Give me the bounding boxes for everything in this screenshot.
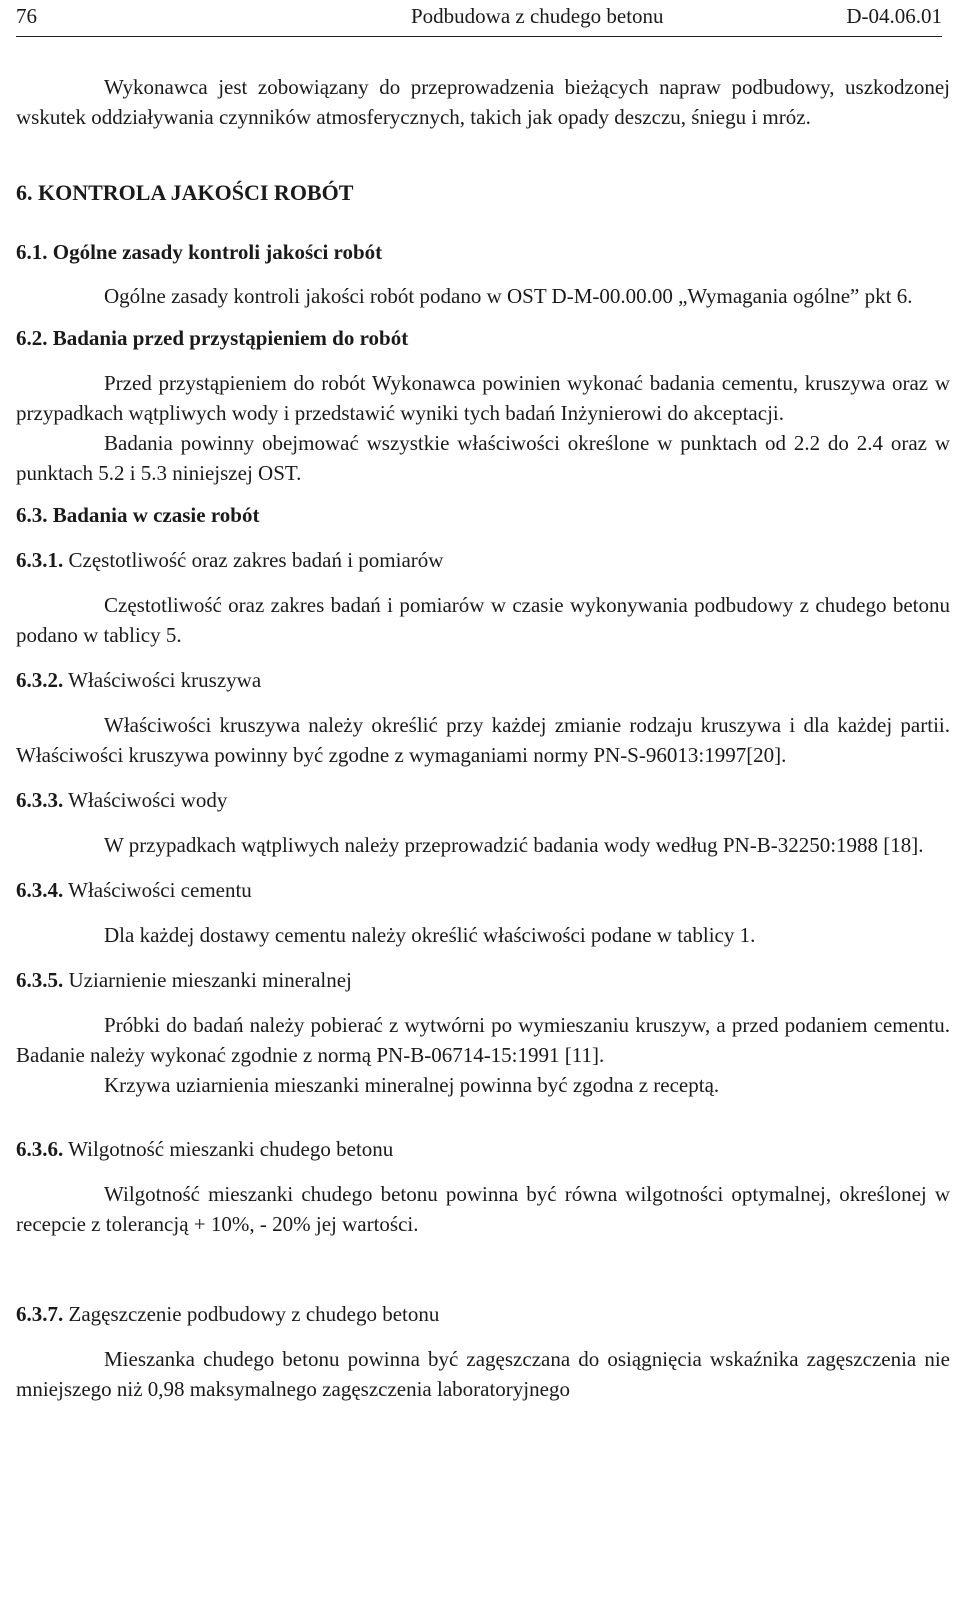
section-6-3-7-number: 6.3.7. xyxy=(16,1302,64,1326)
section-6-3-4-text: Dla każdej dostawy cementu należy określić właściwości podane w tablicy 1. xyxy=(104,923,756,947)
section-6-1-heading: 6.1. Ogólne zasady kontroli jakości robót xyxy=(16,240,383,264)
section-6-3-4-title: Właściwości cementu xyxy=(68,878,252,902)
section-6-3-2-text: Właściwości kruszywa należy określić przy każdej zmianie rodzaju kruszywa i dla każdej partii. Właściwości kruszywa powinny być zgodne z wymaganiami normy PN-S-96013:1997[20]. xyxy=(16,713,950,767)
section-6-3-7-text: Mieszanka chudego betonu powinna być zagęszczana do osiągnięcia wskaźnika zagęszczenia nie mniejszego niż 0,98 maksymalnego zagęszczenia laboratoryjnego xyxy=(16,1347,950,1401)
section-6-3-6-text: Wilgotność mieszanki chudego betonu powinna być równa wilgotności optymalnej, określonej w recepcie z tolerancją + 10%, - 20% jej wartości. xyxy=(16,1182,950,1236)
section-6-3-5-number: 6.3.5. xyxy=(16,968,64,992)
section-6-3-2-title: Właściwości kruszywa xyxy=(68,668,262,692)
section-6-3-1-number: 6.3.1. xyxy=(16,548,64,572)
section-6-3-heading: 6.3. Badania w czasie robót xyxy=(16,503,260,527)
section-6-3-7-heading xyxy=(16,1299,950,1329)
intro-paragraph: Wykonawca jest zobowiązany do przeprowadzenia bieżących napraw podbudowy, uszkodzonej wskutek oddziaływania czynników atmosferycznych, takich jak opady deszczu, śniegu i mróz. xyxy=(16,75,950,129)
section-6-2-text-2: Badania powinny obejmować wszystkie właściwości określone w punktach od 2.2 do 2.4 oraz w punktach 5.2 i 5.3 niniejszej OST. xyxy=(16,431,950,485)
section-6-1-text: Ogólne zasady kontroli jakości robót podano w OST D-M-00.00.00 „Wymagania ogólne” pkt 6. xyxy=(104,284,913,308)
header-code: D-04.06.01 xyxy=(846,4,942,28)
section-6-2-text-1: Przed przystąpieniem do robót Wykonawca powinien wykonać badania cementu, kruszywa oraz w przypadkach wątpliwych wody i przedstawić wyniki tych badań Inżynierowi do akceptacji. xyxy=(16,371,950,425)
section-6-3-6-heading xyxy=(16,1134,950,1164)
section-6-2-heading: 6.2. Badania przed przystąpieniem do robót xyxy=(16,326,409,350)
section-6-3-3-text: W przypadkach wątpliwych należy przeprowadzić badania wody według PN-B-32250:1988 [18]. xyxy=(104,833,924,857)
section-6-3-6-title: Wilgotność mieszanki chudego betonu xyxy=(68,1137,394,1161)
section-6-3-2-number: 6.3.2. xyxy=(16,668,64,692)
section-6-3-6-number: 6.3.6. xyxy=(16,1137,64,1161)
section-6-3-4-number: 6.3.4. xyxy=(16,878,64,902)
section-6-3-5-text-2: Krzywa uziarnienia mieszanki mineralnej powinna być zgodna z receptą. xyxy=(104,1073,720,1097)
section-6-3-1-heading xyxy=(16,545,950,575)
section-6-heading: 6. KONTROLA JAKOŚCI ROBÓT xyxy=(16,180,354,205)
section-6-3-7-title: Zagęszczenie podbudowy z chudego betonu xyxy=(68,1302,440,1326)
section-6-3-2-heading xyxy=(16,665,950,695)
document-body xyxy=(16,42,950,1404)
section-6-3-5-text-1: Próbki do badań należy pobierać z wytwórni po wymieszaniu kruszyw, a przed podaniem cementu. Badanie należy wykonać zgodnie z normą PN-B-06714-15:1991 [11]. xyxy=(16,1013,950,1067)
section-6-3-3-heading xyxy=(16,785,950,815)
section-6-3-1-text: Częstotliwość oraz zakres badań i pomiarów w czasie wykonywania podbudowy z chudego betonu podano w tablicy 5. xyxy=(16,593,950,647)
header-title: Podbudowa z chudego betonu xyxy=(411,4,664,28)
section-6-3-3-number: 6.3.3. xyxy=(16,788,64,812)
section-6-3-1-title: Częstotliwość oraz zakres badań i pomiarów xyxy=(68,548,444,572)
section-6-3-5-heading xyxy=(16,965,950,995)
section-6-3-5-title: Uziarnienie mieszanki mineralnej xyxy=(68,968,352,992)
section-6-3-4-heading xyxy=(16,875,950,905)
page-number: 76 xyxy=(16,4,37,28)
section-6-3-3-title: Właściwości wody xyxy=(68,788,228,812)
page-header xyxy=(16,2,942,37)
